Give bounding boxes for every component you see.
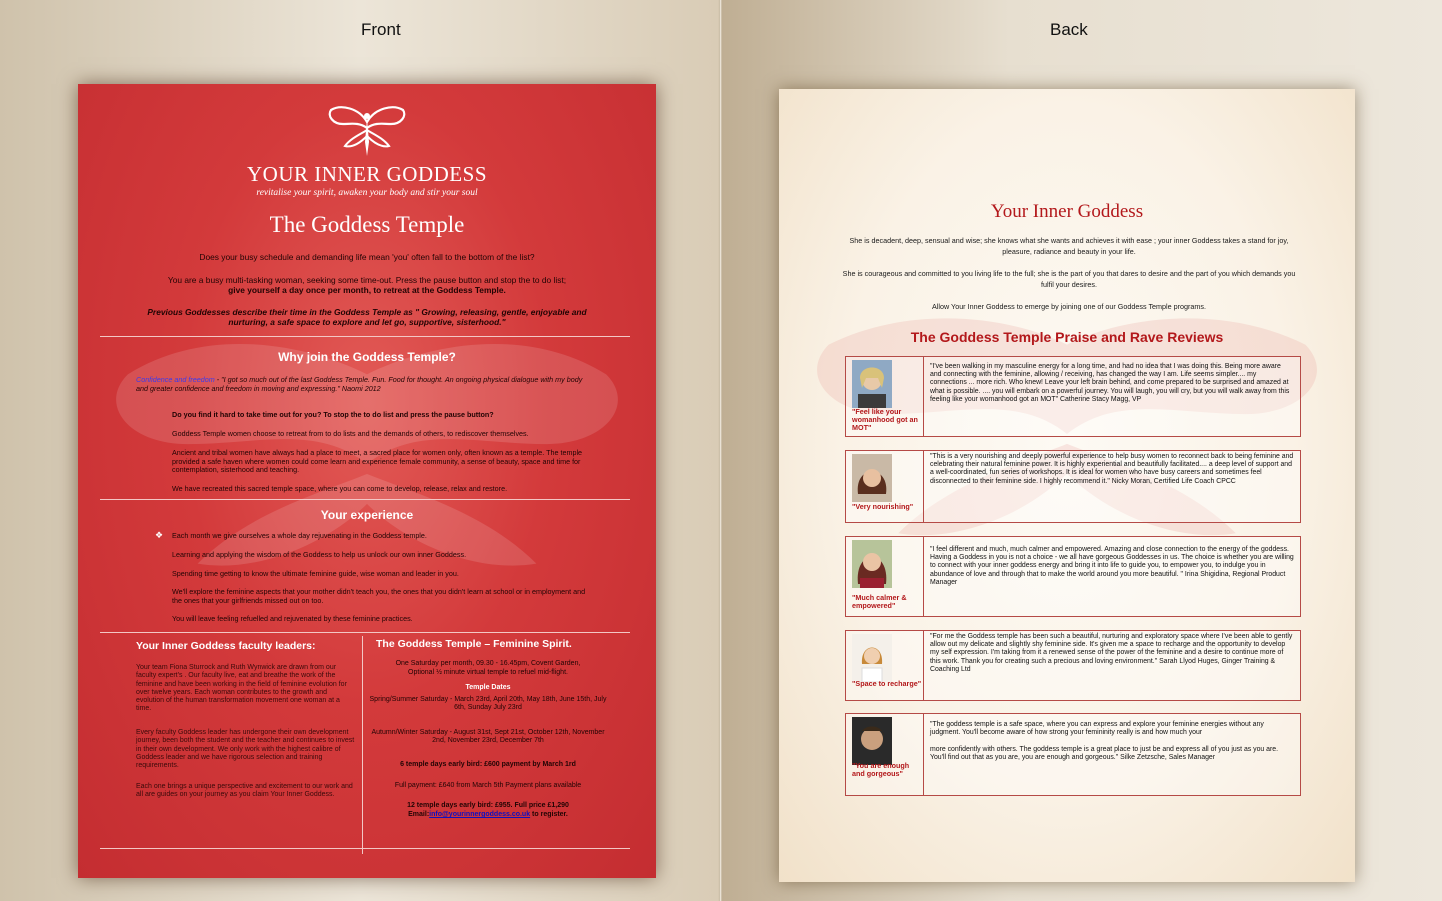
back-title: Your Inner Goddess [990,201,1144,222]
early-bird-6: 6 temple days early bird: £600 payment by March 1rd [400,761,576,768]
confidence-quote [136,376,596,393]
reviewer-photo-icon [852,717,892,765]
email-line [368,811,608,819]
experience-paragraph-5: You will leave feeling refuelled and rejuvenated by these feminine practices. [172,614,413,623]
back-paragraph-2: She is courageous and committed to you living life to the full; she is the part of you that dares to desire and the part of you which demands you fulfil your desires. [842,269,1296,289]
reviewer-photo-icon [852,360,892,408]
email-prefix: Email: [408,811,430,818]
section-rule [100,632,630,633]
back-label: Back [1050,20,1088,39]
intro-line-2b: give yourself a day once per month, to retreat at the Goddess Temple. [228,285,506,295]
card-separator [923,451,924,522]
review-quote: "This is a very nourishing and deeply powerful experience to help busy women to reconnect back to being feminine and celebrating their natural feminine power. It is highly experiential and beautifully facilitated.... a deep level of support and a well-coordinated, fun series of workshops. It is ideal for women who have busy careers and sometimes feel disconnected to their feminine side. I highly recommend it." Nicky Moran, Certified Life Coach CPCC [930,453,1294,485]
column-divider [362,636,363,854]
card-separator [923,714,924,795]
intro-line-2a: You are a busy multi-tasking woman, seeking some time-out. Press the pause button and stop the to do list; [167,275,567,285]
intro-line-3b: nurturing, a safe space to explore and let go, supportive, sisterhood." [228,317,506,327]
section-rule [100,848,630,849]
reviewer-photo-icon [852,454,892,502]
card-separator [923,537,924,616]
section-rule [100,336,630,337]
review-caption: "Space to recharge" [852,679,922,688]
reviewer-photo-icon [852,540,892,588]
review-caption: "Feel like your womanhood got an MOT" [852,407,918,433]
email-suffix: to register. [530,811,568,818]
experience-heading: Your experience [320,508,414,522]
why-paragraph-1: Do you find it hard to take time out for you? To stop the to do list and press the pause button? [172,410,494,419]
front-label: Front [361,20,401,39]
review-card [845,630,1301,701]
back-page [779,89,1355,882]
review-card [845,536,1301,617]
experience-paragraph-3: Spending time getting to know the ultimate feminine guide, wise woman and leader in you. [172,569,459,578]
review-quote: "I feel different and much, much calmer and empowered. Amazing and close connection to the energy of the goddess. Having a Goddess in you is not a choice - we all have gorgeous Goddesses in us. The choice is whether you are willing to connect with your inner goddess energy and bring it into life to guide you, to empower you, to indulge you in abundance of love and through that to make the world around you more beautiful. " Irina Shigidina, Regional Product Manager [930,546,1294,586]
spirit-heading: The Goddess Temple – Feminine Spirit. [376,638,572,650]
spirit-line-2: Optional ½ minute virtual temple to refuel mid-flight. [408,669,568,676]
spirit-line-1: One Saturday per month, 09.30 - 16.45pm, Covent Garden, [395,660,581,667]
panel-divider [719,0,722,901]
experience-paragraph-1: Each month we give ourselves a whole day rejuvenating in the Goddess temple. [172,531,427,540]
section-rule [100,499,630,500]
review-quote: "I've been walking in my masculine energy for a long time, and had no idea that I was doing this. Being more aware and connecting with the feminine, allowing / receiving, has changed the way I am. Life seems simpler.... my connections ... more rich. Who knew! Leave your left brain behind, and come prepared to be surprised and amazed at what is possible. .... you will embark on a powerful journey. You will laugh, you will cry, but you will walk away from this feeling like your womanhood got an MOT" Catherine Stacy Magg, VP [930,363,1290,403]
quote-text: - "I got so much out of the last Goddess Temple. Fun. Food for thought. An ongoing physical dialogue with my body and greater confidence and freedom in moving and expressing." Naomi 2012 [136,375,583,393]
review-card [845,450,1301,523]
autumn-dates: Autumn/Winter Saturday - August 31st, Sept 21st, October 12th, November 2nd, November 23rd, December 7th [371,729,605,745]
goddess-butterfly-icon [325,102,409,158]
reviewer-photo-icon [852,634,892,682]
card-separator [923,357,924,436]
review-quote: "The goddess temple is a safe space, where you can express and explore your feminine energies without any judgment. You'll become aware of how strong your femininity really is and how much your more confidently with others. The goddess temple is a great place to just be and express all of you just as you are. You'll find out that as you are, you are enough and gorgeous." Silke Zetzsche, Sales Manager [930,721,1279,761]
reviews-heading: The Goddess Temple Praise and Rave Reviews [910,329,1224,345]
back-paragraph-3: Allow Your Inner Goddess to emerge by joining one of our Goddess Temple programs. [932,302,1206,311]
review-caption: "You are enough and gorgeous" [852,761,910,779]
front-title: The Goddess Temple [269,212,465,237]
why-paragraph-4: We have recreated this sacred temple space, where you can come to develop, release, relax and restore. [172,484,508,493]
why-paragraph-3: Ancient and tribal women have always had a place to meet, a sacred place for women only, often known as a temple. The temple provided a safe haven where women could come learn and experience female community, a sense of beauty, space and time for contemplation, sisterhood and teaching. [172,448,583,475]
card-separator [923,631,924,700]
experience-paragraph-4: We'll explore the feminine aspects that your mother didn't teach you, the ones that you didn't learn at school or in employment and the ones that your girlfriends missed out on too. [172,587,586,605]
brand-logo [78,102,656,198]
email-link[interactable]: info@yourinnergoddess.co.uk [429,811,531,818]
review-card [845,356,1301,437]
brand-name: YOUR INNER GODDESS [246,162,487,186]
back-paragraph-1: She is decadent, deep, sensual and wise; she knows what she wants and achieves it with ease ; your inner Goddess takes a stand for joy, pleasure, radiance and beauty in your life. [849,236,1289,256]
review-caption: "Much calmer & empowered" [852,593,907,611]
why-heading: Why join the Goddess Temple? [278,350,456,364]
faculty-paragraph-1: Your team Fiona Sturrock and Ruth Wynwick are drawn from our faculty expert's . Our faculty live, eat and breathe the work of the feminine and have been working in the field of feminine evolution for over twelve years. Each woman contributes to the growth and evolution of the human transformation movement one woman at a time. [136,664,347,713]
front-page [78,84,656,878]
intro-line-1: Does your busy schedule and demanding life mean 'you' often fall to the bottom of the list? [199,252,535,262]
quote-label: Confidence and freedom [136,375,215,384]
faculty-paragraph-3: Each one brings a unique perspective and excitement to our work and all are guides on your journey as you claim Your Inner Goddess. [136,783,353,799]
faculty-paragraph-2: Every faculty Goddess leader has undergone their own development journey, been both the student and the teacher and continues to invest in their own development. We only work with the highest calibre of Goddess leader and we have rigorous selection and training requirements. [136,729,355,770]
full-payment: Full payment: £640 from March 5th Payment plans available [394,782,582,789]
review-card [845,713,1301,796]
brand-tagline: revitalise your spirit, awaken your body and stir your soul [256,188,478,198]
review-quote: "For me the Goddess temple has been such a beautiful, nurturing and exploratory space where I've been able to gently allow out my delicate and slightly shy feminine side. It's given me a space to recharge and the opportunity to develop my self expression. I'm taking from it a renewed sense of the power of the feminine and a desire to continue more of this work. Thank you for creating such a precious and loving environment." Sarah Llyod Huges, Ginger Training & Coaching Ltd [930,633,1293,673]
diamond-bullet-icon: ❖ [155,530,164,540]
review-caption: "Very nourishing" [852,502,914,511]
faculty-heading: Your Inner Goddess faculty leaders: [136,640,316,652]
experience-paragraph-2: Learning and applying the wisdom of the Goddess to help us unlock our own inner Goddess. [172,550,467,559]
spring-dates: Spring/Summer Saturday - March 23rd, April 20th, May 18th, June 15th, July 6th, Sunday July 23rd [369,696,607,712]
early-bird-12: 12 temple days early bird: £955. Full price £1,290 [407,802,569,809]
intro-line-3a: Previous Goddesses describe their time in the Goddess Temple as " Growing, releasing, gentle, enjoyable and [147,307,587,317]
why-paragraph-2: Goddess Temple women choose to retreat from to do lists and the demands of others, to rediscover themselves. [172,429,529,438]
dates-heading: Temple Dates [465,684,511,691]
